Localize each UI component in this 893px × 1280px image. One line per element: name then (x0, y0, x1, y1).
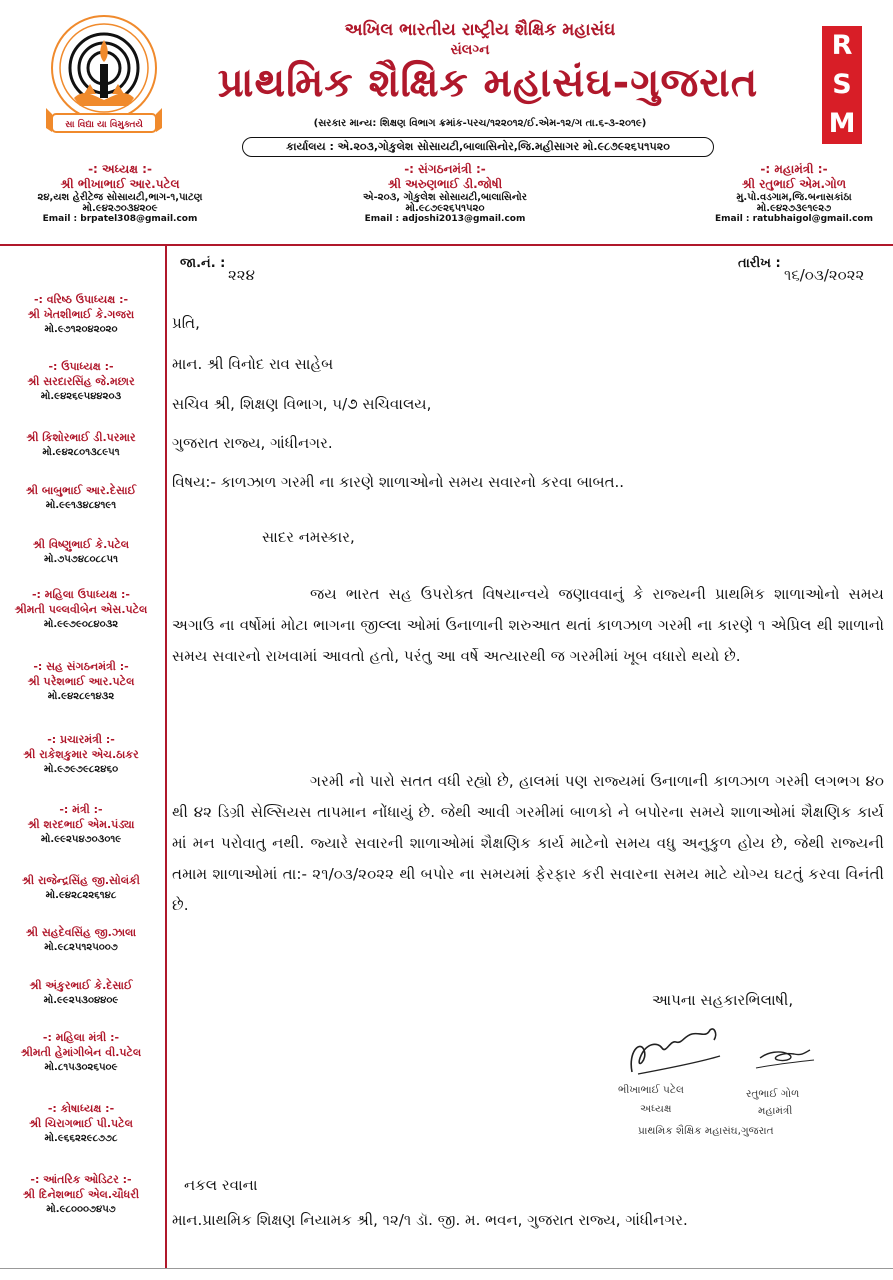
badge-letter: R (831, 30, 853, 61)
signatory-name: ભીખાભાઈ પટેલ (618, 1084, 684, 1096)
sidebar-member (0, 359, 162, 404)
member-role: -: ઉપાધ્યક્ષ :- (48, 360, 114, 373)
signature-block (610, 1012, 840, 1142)
person-address: મુ.પો.વડગામ,જિ.બનાસકાંઠા (736, 192, 852, 203)
member-role: -: કોષાધ્યક્ષ :- (47, 1102, 115, 1115)
person-name: શ્રી અરુણભાઈ ડી.જોષી (387, 177, 503, 191)
role-label: -: અધ્યક્ષ :- (88, 162, 152, 176)
member-name: શ્રી શરદભાઈ એમ.પંડ્યા (27, 818, 135, 831)
sidebar-member (0, 978, 162, 1008)
person-email: Email : ratubhaigol@gmail.com (715, 214, 873, 224)
recipient-prefix: પ્રતિ, (172, 314, 200, 332)
sidebar-member (0, 1030, 162, 1075)
person-email: Email : adjoshi2013@gmail.com (364, 214, 526, 224)
addressee-line: ગુજરાત રાજ્ય, ગાંધીનગર. (172, 434, 333, 452)
member-role: -: આંતરિક ઓડિટર :- (30, 1173, 132, 1186)
member-mobile: મો.૯૬૬૨૨૯૮૭૭૮ (44, 1133, 118, 1144)
role-label: -: મહામંત્રી :- (760, 162, 828, 176)
member-name: શ્રી રાકેશકુમાર એચ.ઠાકર (23, 748, 139, 761)
federation-name: અખિલ ભારતીય રાષ્ટ્રીય શૈક્ષિક મહાસંઘ (344, 20, 616, 40)
sidebar-member (0, 1101, 162, 1146)
member-mobile: મો.૯૪૨૮૨૨૬૧૪૮ (45, 890, 117, 901)
member-role: -: મહિલા મંત્રી :- (42, 1031, 120, 1044)
member-mobile: મો.૯૯૨૫૩૦૪૪૦૯ (43, 995, 119, 1006)
member-mobile: મો.૯૭૧૨૦૪૨૦૨૦ (44, 324, 118, 335)
member-mobile: મો.૯૯૭૯૦૮૪૦૩૨ (43, 619, 119, 630)
member-name: શ્રી વિષ્ણુભાઈ કે.પટેલ (32, 538, 130, 551)
person-mobile: મો.૯૪૨૭૩૯૧૯૨૭ (756, 203, 832, 214)
member-name: શ્રી અંકુરભાઈ કે.દેસાઈ (29, 979, 133, 992)
member-mobile: મો.૮૧૫૩૦૨૬૫૦૯ (44, 1062, 118, 1073)
person-address: ૨૪,યશ હેરીટેજ સોસાયટી,ભાગ-૧,પાટણ (37, 192, 203, 203)
reference-label: જા.નં. : (180, 256, 226, 271)
president-block (2, 162, 238, 224)
person-name: શ્રી ભીખાભાઈ આર.પટેલ (60, 177, 180, 191)
footer-divider (0, 1268, 893, 1269)
sidebar-member (0, 1172, 162, 1217)
rsm-badge (822, 26, 862, 144)
member-role: -: મહિલા ઉપાધ્યક્ષ :- (31, 588, 130, 601)
member-mobile: મો.૯૮૨૫૧૨૫૦૦૭ (44, 942, 118, 953)
member-role: -: મંત્રી :- (59, 803, 103, 816)
member-mobile: મો.૯૯૧૩૪૮૪૧૯૧ (45, 500, 117, 511)
member-mobile: મો.૯૪૨૮૯૧૪૩૨ (47, 691, 115, 702)
member-name: શ્રીમતી પલ્લવીબેન એસ.પટેલ (14, 603, 148, 616)
person-name: શ્રી રતુભાઈ એમ.ગોળ (741, 177, 847, 191)
signatory-name: રતુભાઈ ગોળ (746, 1088, 800, 1100)
sidebar-member (0, 537, 162, 567)
person-mobile: મો.૯૮૭૯૨૬૫૧૫૨૦ (405, 203, 485, 214)
sidebar-member (0, 292, 162, 337)
reference-number: ૨૨૪ (228, 266, 255, 284)
organization-logo (44, 12, 164, 140)
member-mobile: મો.૯૪૨૮૦૧૩૮૯૫૧ (42, 447, 120, 458)
general-secretary-block (700, 162, 888, 224)
letter-date: ૧૬/૦૩/૨૦૨૨ (784, 266, 865, 284)
member-name: શ્રી રાજેન્દ્રસિંહ જી.સોલંકી (22, 874, 140, 887)
member-mobile: મો.૯૮૦૦૦૭૪૫૭ (46, 1204, 116, 1215)
member-name: શ્રીમતી હેમાંગીબેન વી.પટેલ (20, 1046, 142, 1059)
body-paragraph: જય ભારત સહ ઉપરોક્ત વિષયાન્વયે જણાવવાનું કે રાજ્યની પ્રાથમિક શાળાઓનો સમય અગાઉ ના વર્ષોમાં મોટા ભાગના જીલ્લા ઓમાં ઉનાળાની શરુઆત થતાં કાળઝાળ ગરમી ના કારણે ૧ એપ્રિલ થી શાળાનો સમય સવારનો રાખવામાં આવતો હતો, પરંતુ આ વર્ષે અત્યારથી જ ગરમીમાં ખૂબ વધારો થયો છે. (172, 585, 884, 665)
sidebar-member (0, 430, 162, 460)
closing-line: આપના સહકારભિલાષી, (652, 991, 794, 1009)
member-name: શ્રી પરેશભાઈ આર.પટેલ (27, 675, 135, 688)
member-role: -: વરિષ્ઠ ઉપાધ્યક્ષ :- (33, 293, 129, 306)
sidebar-member (0, 925, 162, 955)
office-address: કાર્યાલય : એ.૨૦૩,ગોકુલેશ સોસાયટી,બાલાસિનોર,જિ.મહીસાગર મો.૯૮૭૯૨૬૫૧૫૨૦ (242, 137, 714, 157)
badge-letter: M (828, 108, 856, 139)
badge-letter: S (832, 69, 852, 100)
signatory-title: અધ્યક્ષ (640, 1103, 672, 1115)
sidebar-divider (165, 246, 167, 1268)
member-role: -: પ્રચારમંત્રી :- (47, 733, 115, 746)
logo-motto: સા વિદ્યા યા વિમુક્તયે (65, 120, 143, 130)
sidebar-member (0, 659, 162, 704)
addressee-line: સચિવ શ્રી, શિક્ષણ વિભાગ, ૫/૭ સચિવાલય, (172, 395, 432, 413)
government-recognition: (સરકાર માન્ય: શિક્ષણ વિભાગ ક્રમાંક-પરચ/૧૨૨૦૧૨/ઈ.એમ-૧૨/ગ તા.૬-૩-૨૦૧૯) (313, 118, 647, 129)
member-mobile: મો.૯૭૯૭૯૮૨૪૬૦ (43, 764, 119, 775)
body-paragraph: ગરમી નો પારો સતત વધી રહ્યો છે, હાલમાં પણ રાજ્યમાં ઉનાળાની કાળઝાળ ગરમી લગભગ ૪૦ થી ૪૨ ડિગ્રી સેલ્સિયસ તાપમાન નોંધાયું છે. જેથી આવી ગરમીમાં બાળકો ને બપોરના સમયે શાળાઓમાં શૈક્ષણિક કાર્ય માં મન પરોવાતુ નથી. જ્યારે સવારની શાળાઓમાં શૈક્ષણિક કાર્ય માટેનો સમય વધુ અનુકુળ હોય છે, જેથી રાજ્યની તમામ શાળાઓમાં તા:- ૨૧/૦૩/૨૦૨૨ થી બપોર ના સમયમાં ફેરફાર કરી સવારના સમય માટે યોગ્ય ઘટતું કરવા વિનંતી છે. (172, 772, 884, 914)
addressee-line: માન. શ્રી વિનોદ રાવ સાહેબ (172, 355, 334, 373)
handwritten-signatures (610, 1012, 840, 1092)
letter-subject: વિષય:- કાળઝાળ ગરમી ના કારણે શાળાઓનો સમય સવારનો કરવા બાબત.. (172, 473, 625, 491)
header-divider (0, 244, 893, 246)
person-email: Email : brpatel308@gmail.com (42, 214, 198, 224)
role-label: -: સંગઠનમંત્રી :- (404, 162, 486, 176)
member-name: શ્રી બાબુભાઈ આર.દેસાઈ (25, 484, 137, 497)
sidebar-member (0, 587, 162, 632)
member-mobile: મો.૯૯૨૫૪૭૦૩૦૧૯ (40, 834, 122, 845)
member-role: -: સહ સંગઠનમંત્રી :- (33, 660, 129, 673)
organizing-secretary-block (330, 162, 560, 224)
member-name: શ્રી ખેતશીભાઈ કે.ગજરા (27, 308, 135, 321)
sidebar-member (0, 873, 162, 903)
member-name: શ્રી સહદેવસિંહ જી.ઝાલા (25, 926, 137, 939)
sidebar-member (0, 483, 162, 513)
affiliation-label: સંલગ્ન (450, 42, 490, 58)
organization-signature: પ્રાથમિક શૈક્ષિક મહાસંઘ,ગુજરાત (638, 1125, 774, 1137)
organization-title: પ્રાથમિક શૈક્ષિક મહાસંઘ-ગુજરાત (217, 60, 759, 106)
salutation: સાદર નમસ્કાર, (262, 528, 355, 546)
copy-recipient: માન.પ્રાથમિક શિક્ષણ નિયામક શ્રી, ૧૨/૧ ડૉ. જી. મ. ભવન, ગુજરાત રાજ્ય, ગાંધીનગર. (172, 1211, 688, 1229)
member-name: શ્રી દિનેશભાઈ એલ.ચૌધરી (22, 1188, 140, 1201)
date-label: તારીખ : (738, 256, 781, 271)
member-name: શ્રી ચિરાગભાઈ પી.પટેલ (29, 1117, 133, 1130)
sidebar-member (0, 802, 162, 847)
sidebar-member (0, 732, 162, 777)
member-mobile: મો.૭૫૭૪૮૦૮૮૫૧ (43, 554, 119, 565)
person-address: એ-૨૦૩, ગોકુલેશ સોસાયટી,બાલાસિનોર (363, 192, 527, 203)
signatory-title: મહામંત્રી (758, 1105, 793, 1117)
member-name: શ્રી સરદારસિંહ જે.મછાર (27, 375, 135, 388)
copy-label: નકલ રવાના (184, 1176, 258, 1194)
member-name: શ્રી કિશોરભાઈ ડી.પરમાર (26, 431, 136, 444)
person-mobile: મો.૯૪૨૭૦૩૪૨૦૯ (82, 203, 158, 214)
member-mobile: મો.૯૪૨૬૯૫૪૪૨૦૩ (40, 391, 122, 402)
